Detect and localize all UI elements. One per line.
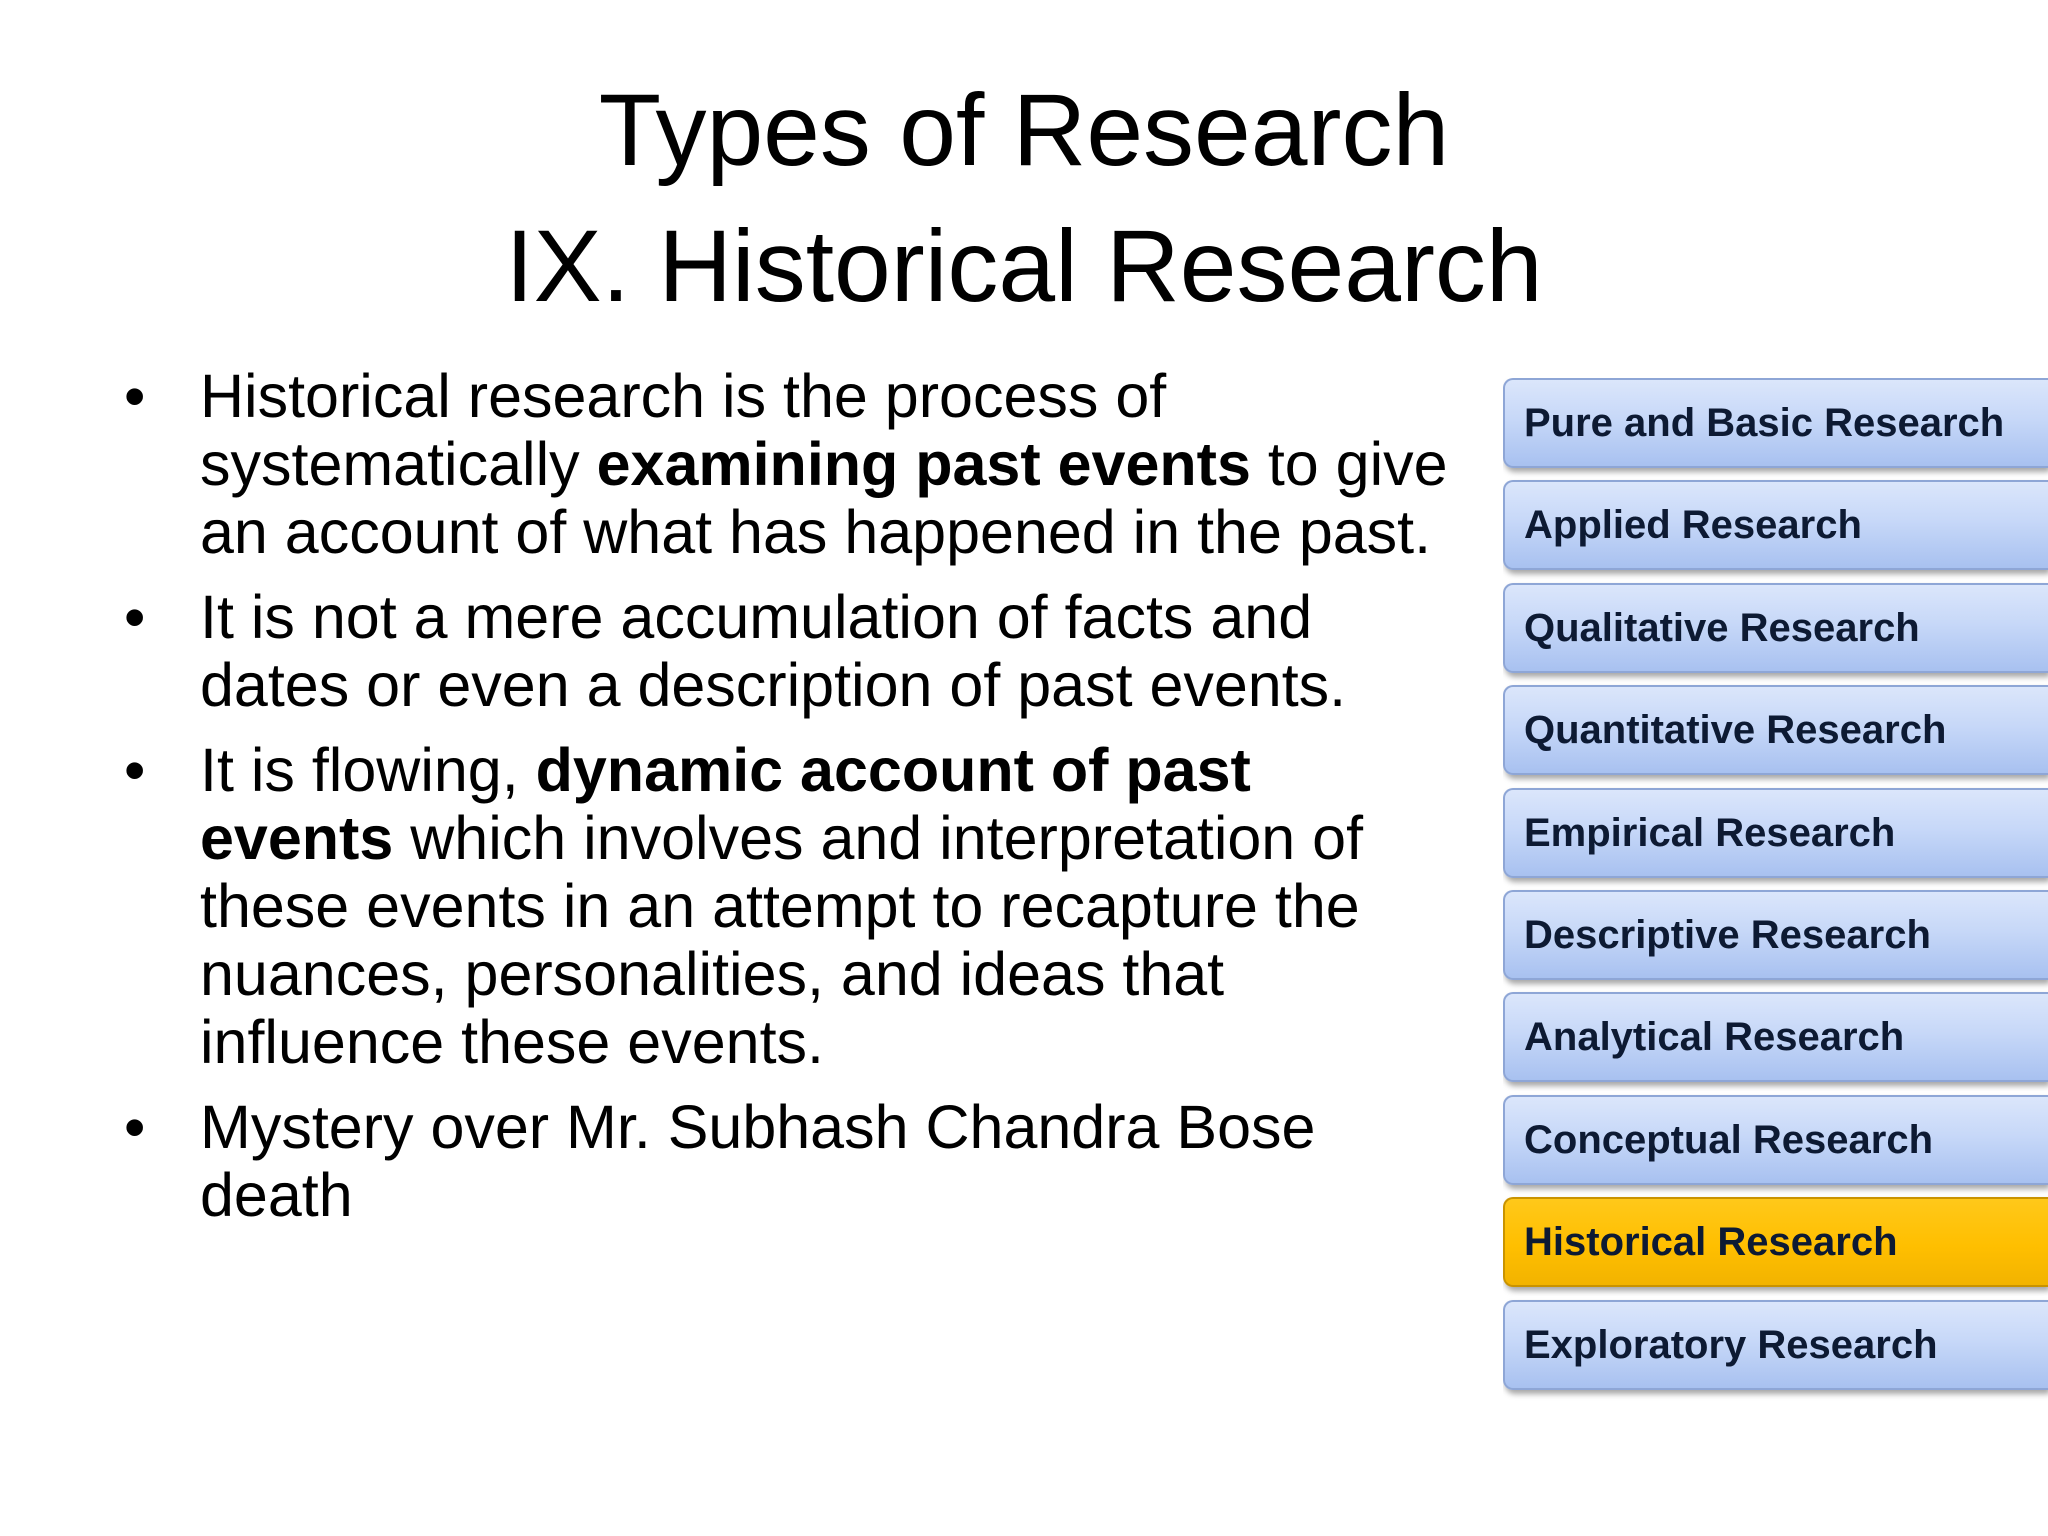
bullet-marker: • — [124, 1093, 146, 1161]
bullet-text-pre: It is flowing, — [200, 736, 536, 804]
bullet-text-post: to give an account of what has happened in the past. — [200, 430, 1448, 566]
nav-item-label: Empirical Research — [1524, 811, 1896, 855]
bullet-text-pre: It is not a mere accumulation of facts and dates or even a description of past events. — [200, 583, 1347, 719]
bullet-item — [120, 736, 1450, 1076]
nav-item-pure-and-basic-research[interactable] — [1503, 378, 2048, 468]
nav-item-applied-research[interactable] — [1503, 480, 2048, 570]
bullet-text-pre: Historical research is the process of systematically — [200, 362, 1167, 498]
bullet-marker: • — [124, 362, 146, 430]
nav-item-qualitative-research[interactable] — [1503, 583, 2048, 673]
nav-item-quantitative-research[interactable] — [1503, 685, 2048, 775]
bullet-item — [120, 583, 1450, 719]
nav-item-empirical-research[interactable] — [1503, 788, 2048, 878]
nav-item-historical-research[interactable] — [1503, 1197, 2048, 1287]
bullet-text — [200, 1093, 1315, 1229]
bullet-text-post: which involves and interpretation of these events in an attempt to recapture the nuances, personalities, and ideas that influence these events. — [200, 804, 1364, 1076]
nav-item-label: Conceptual Research — [1524, 1118, 1934, 1162]
title-line-2: IX. Historical Research — [505, 209, 1543, 323]
nav-item-label: Quantitative Research — [1524, 708, 1947, 752]
bullet-text-bold: dynamic account of past events — [200, 736, 1251, 872]
nav-item-label: Descriptive Research — [1524, 913, 1931, 957]
bullet-text — [200, 362, 1448, 566]
bullet-text — [200, 736, 1363, 1076]
bullet-text-bold: examining past events — [596, 430, 1251, 498]
nav-item-label: Applied Research — [1524, 503, 1862, 547]
nav-item-label: Pure and Basic Research — [1524, 401, 2005, 445]
bullet-item — [120, 1093, 1450, 1229]
nav-item-label: Qualitative Research — [1524, 606, 1920, 650]
bullet-text-pre: Mystery over Mr. Subhash Chandra Bose death — [200, 1093, 1316, 1229]
title-line-1: Types of Research — [598, 73, 1450, 187]
nav-item-exploratory-research[interactable] — [1503, 1300, 2048, 1390]
bullet-text — [200, 583, 1346, 719]
nav-item-label: Analytical Research — [1524, 1015, 1905, 1059]
research-type-nav — [1503, 378, 2048, 1408]
bullet-list — [120, 362, 1450, 1246]
bullet-item — [120, 362, 1450, 566]
bullet-marker: • — [124, 736, 146, 804]
nav-item-conceptual-research[interactable] — [1503, 1095, 2048, 1185]
nav-item-label: Historical Research — [1524, 1220, 1898, 1264]
nav-item-descriptive-research[interactable] — [1503, 890, 2048, 980]
nav-item-analytical-research[interactable] — [1503, 992, 2048, 1082]
slide-title — [0, 62, 2048, 334]
bullet-marker: • — [124, 583, 146, 651]
nav-item-label: Exploratory Research — [1524, 1323, 1938, 1367]
